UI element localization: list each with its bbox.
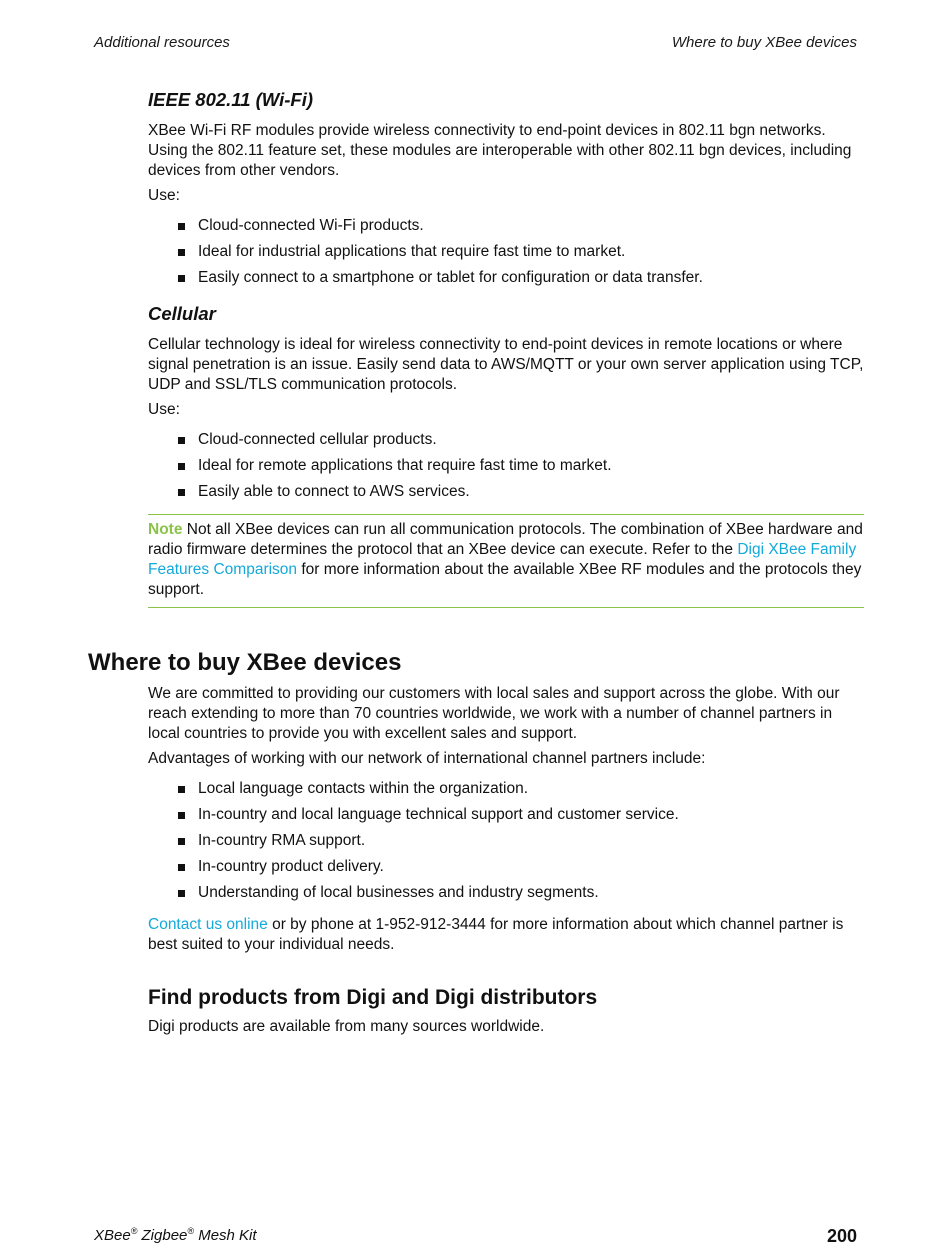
list-item <box>148 216 864 236</box>
features-comparison-link[interactable]: Digi XBee Family Features Comparison <box>148 541 857 578</box>
list-item-text: In-country and local language technical support and customer service. <box>198 806 679 823</box>
wifi-heading: IEEE 802.11 (Wi-Fi) <box>148 89 314 110</box>
contact-text: or by phone at 1-952-912-3444 for more information about which channel partner is best suited to your individual needs. <box>148 916 844 953</box>
advantages-list <box>148 779 864 903</box>
square-bullet-icon <box>178 838 185 845</box>
square-bullet-icon <box>178 890 185 897</box>
cellular-heading: Cellular <box>148 303 216 324</box>
contact-paragraph <box>148 915 864 955</box>
list-item <box>148 242 864 262</box>
list-item <box>148 268 864 288</box>
list-item-text: Easily connect to a smartphone or tablet for configuration or data transfer. <box>198 269 703 286</box>
footer-product-name <box>94 1226 257 1244</box>
square-bullet-icon <box>178 463 185 470</box>
square-bullet-icon <box>178 489 185 496</box>
where-to-buy-body: We are committed to providing our customers with local sales and support across the globe. With our reach extending to more than 70 countries worldwide, we work with a number of channel partners in local countries to provide you with excellent sales and support. <box>148 685 840 742</box>
registered-mark: ® <box>130 1226 138 1236</box>
footer-product-part: Zigbee <box>137 1227 188 1244</box>
list-item-text: Ideal for remote applications that require fast time to market. <box>198 457 612 474</box>
cellular-use-label: Use: <box>148 401 180 418</box>
note-text-after: for more information about the available XBee RF modules and the protocols they support. <box>148 561 862 598</box>
square-bullet-icon <box>178 437 185 444</box>
square-bullet-icon <box>178 223 185 230</box>
square-bullet-icon <box>178 812 185 819</box>
list-item-text: In-country RMA support. <box>198 832 366 849</box>
list-item <box>148 857 864 877</box>
cellular-bullet-list <box>148 430 864 502</box>
header-topic-title: Where to buy XBee devices <box>671 34 857 51</box>
list-item <box>148 430 864 450</box>
advantages-intro: Advantages of working with our network of international channel partners include: <box>148 750 706 767</box>
footer-product-part: Mesh Kit <box>194 1227 257 1244</box>
list-item-text: Local language contacts within the organization. <box>198 780 529 797</box>
upper-content <box>148 88 864 608</box>
square-bullet-icon <box>178 275 185 282</box>
footer-product-part: XBee <box>94 1227 131 1244</box>
wifi-use-label: Use: <box>148 187 180 204</box>
list-item <box>148 831 864 851</box>
registered-mark: ® <box>187 1226 195 1236</box>
running-header <box>94 34 857 56</box>
list-item-text: Easily able to connect to AWS services. <box>198 483 470 500</box>
where-to-buy-section <box>148 684 864 1042</box>
list-item-text: Understanding of local businesses and industry segments. <box>198 884 599 901</box>
wifi-section <box>148 88 864 288</box>
list-item <box>148 456 864 476</box>
square-bullet-icon <box>178 864 185 871</box>
list-item-text: Cloud-connected cellular products. <box>198 431 437 448</box>
list-item <box>148 805 864 825</box>
list-item-text: Ideal for industrial applications that require fast time to market. <box>198 243 626 260</box>
page-number: 200 <box>826 1226 857 1246</box>
cellular-body: Cellular technology is ideal for wireless connectivity to end-point devices in remote locations or where signal penetration is an issue. Easily send data to AWS/MQTT or your own server application using TCP, UDP and SSL/TLS communication protocols. <box>148 336 864 393</box>
list-item <box>148 883 864 903</box>
note-label: Note <box>148 521 183 538</box>
note-box <box>148 514 864 608</box>
wifi-bullet-list <box>148 216 864 288</box>
list-item-text: Cloud-connected Wi-Fi products. <box>198 217 424 234</box>
note-text-before: Not all XBee devices can run all communication protocols. The combination of XBee hardware and radio firmware determines the protocol that an XBee device can execute. Refer to the <box>148 521 863 558</box>
list-item <box>148 779 864 799</box>
find-products-heading: Find products from Digi and Digi distributors <box>148 986 598 1009</box>
find-products-body: Digi products are available from many sources worldwide. <box>148 1018 545 1035</box>
where-to-buy-heading: Where to buy XBee devices <box>88 649 402 676</box>
contact-us-link[interactable]: Contact us online <box>148 916 268 933</box>
square-bullet-icon <box>178 786 185 793</box>
wifi-body: XBee Wi-Fi RF modules provide wireless connectivity to end-point devices in 802.11 bgn networks. Using the 802.11 feature set, these modules are interoperable with other 802.11 bgn devices, including devices from other vendors. <box>148 122 852 179</box>
cellular-section <box>148 302 864 502</box>
list-item <box>148 482 864 502</box>
list-item-text: In-country product delivery. <box>198 858 384 875</box>
header-section-title: Additional resources <box>94 34 230 51</box>
square-bullet-icon <box>178 249 185 256</box>
